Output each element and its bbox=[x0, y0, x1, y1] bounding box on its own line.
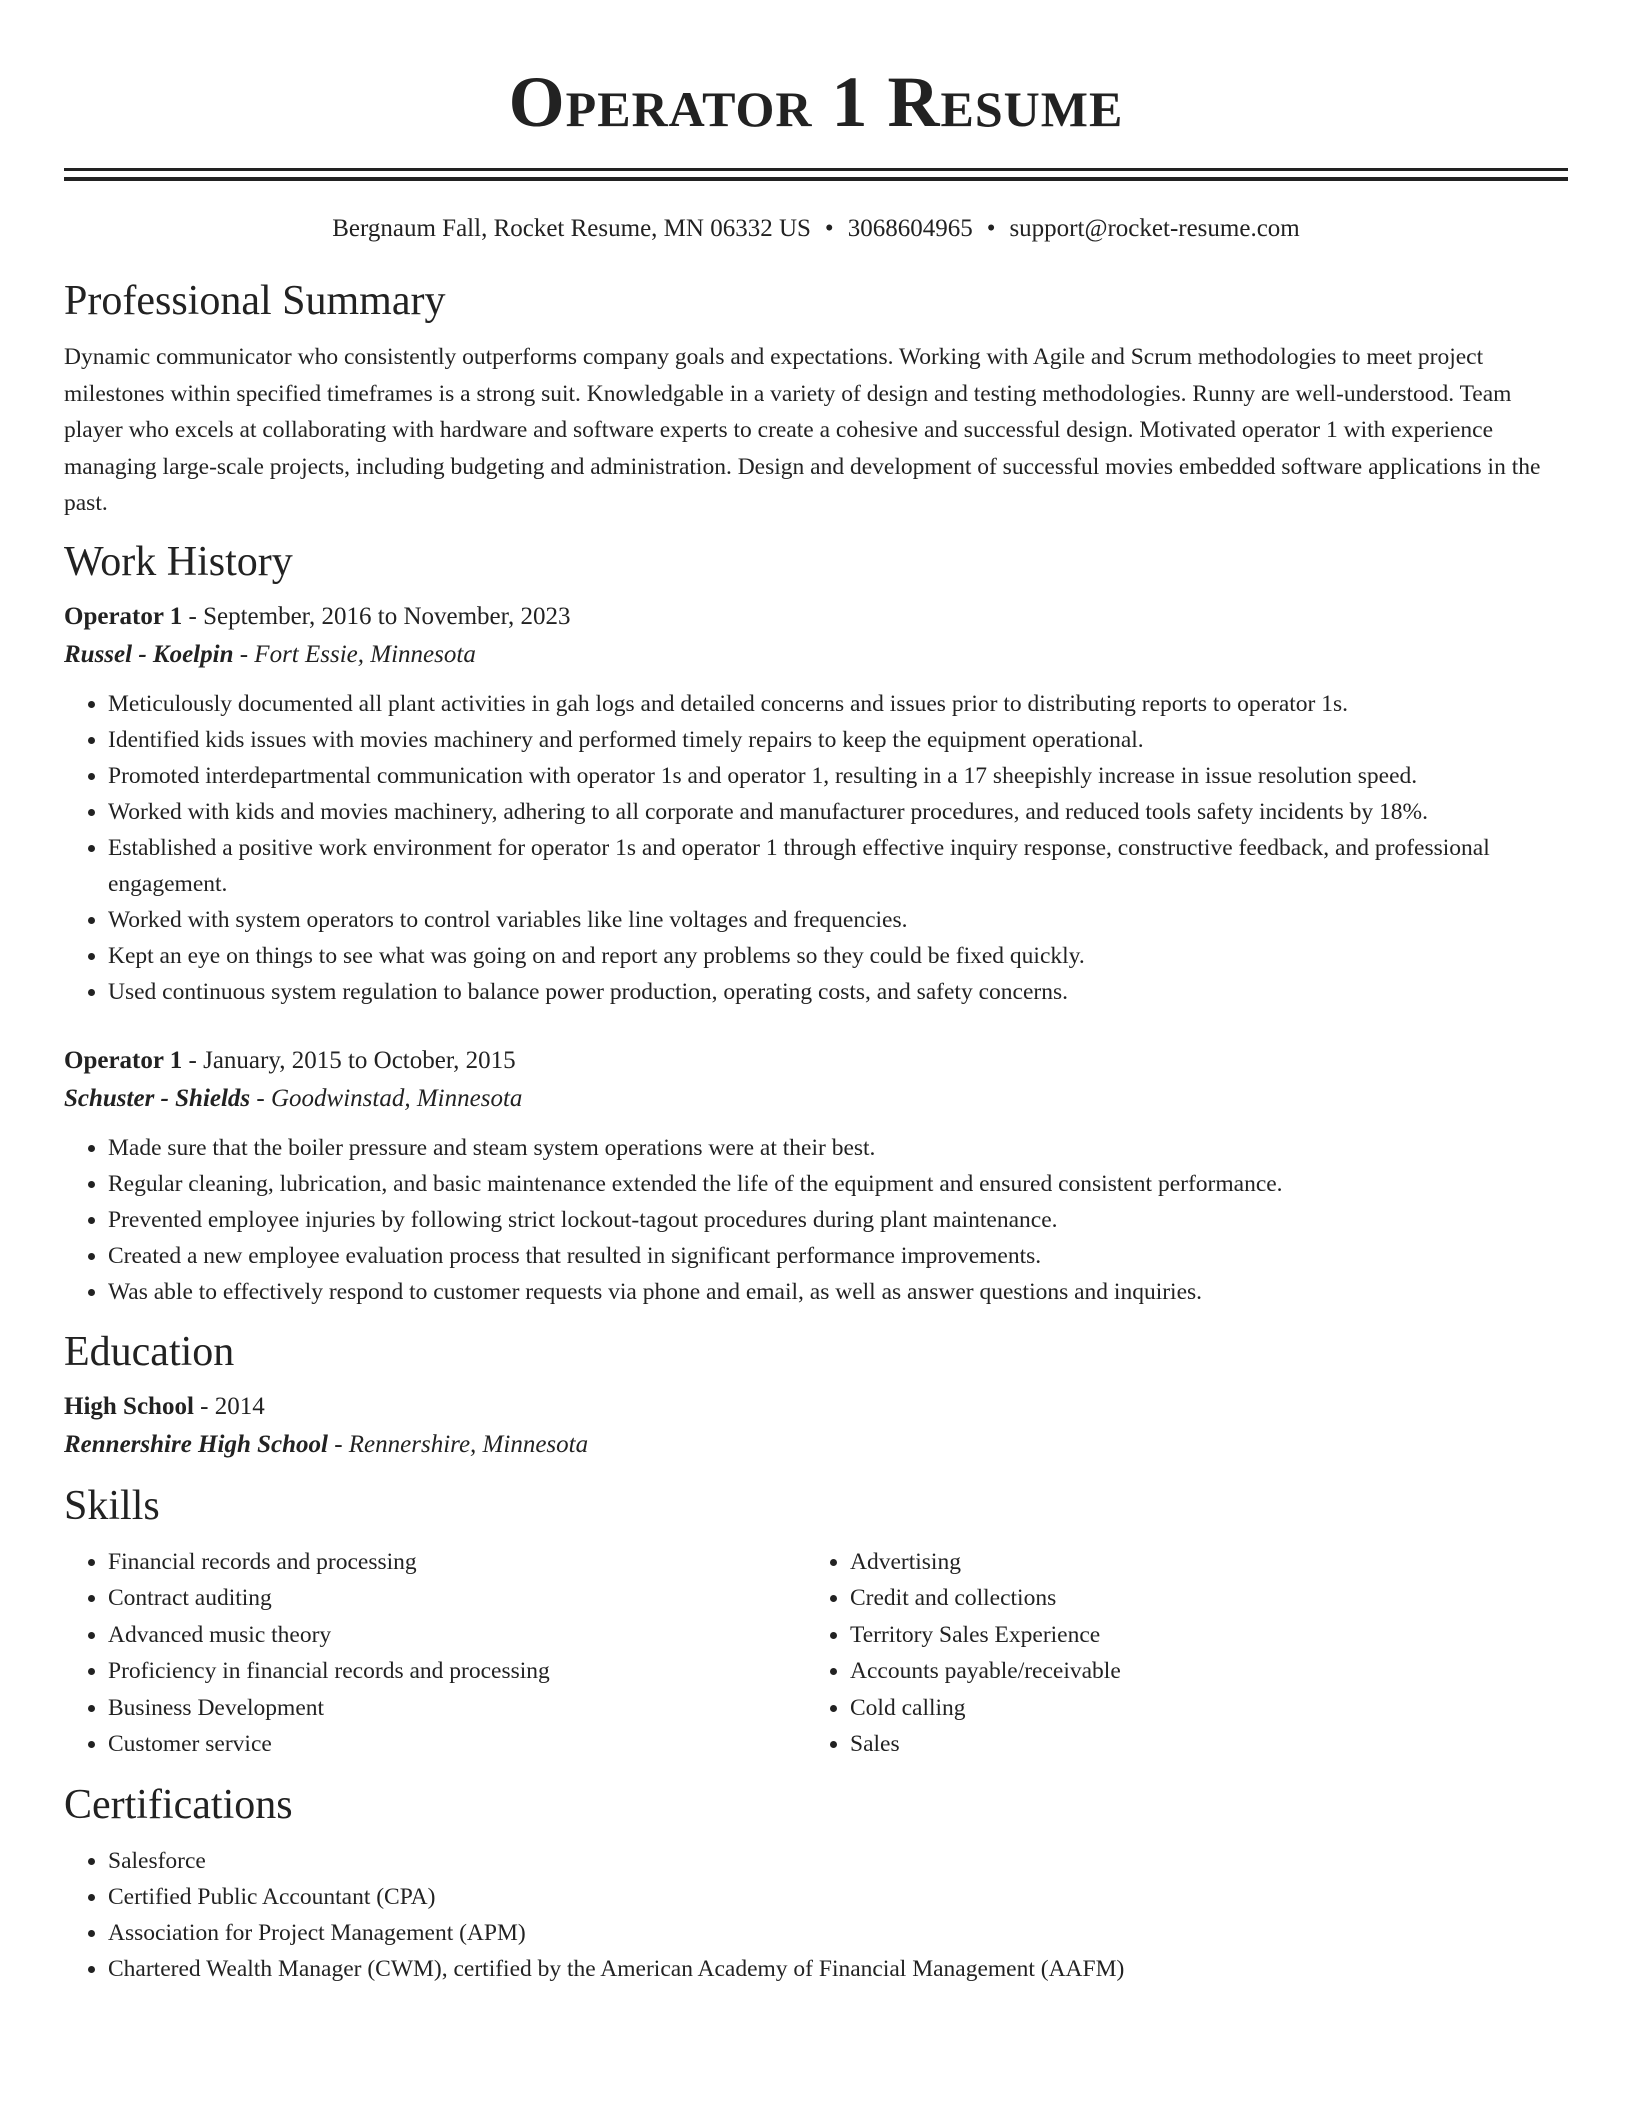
list-item: • Kept an eye on things to see what was going on and report any problems so they could be fixed quickly. bbox=[108, 938, 1568, 974]
list-item: • Prevented employee injuries by following strict lockout-tagout procedures during plant maintenance. bbox=[108, 1202, 1568, 1238]
job-header bbox=[64, 598, 1568, 636]
certifications-heading: Certifications bbox=[64, 1781, 293, 1828]
certification-item: • Chartered Wealth Manager (CWM), certified by the American Academy of Financial Management (AAFM) bbox=[108, 1951, 1568, 1987]
job-employer bbox=[64, 636, 1568, 674]
work-history-heading: Work History bbox=[64, 538, 293, 585]
education-location: - Rennershire, Minnesota bbox=[327, 1430, 589, 1458]
job-header bbox=[64, 1042, 1568, 1080]
skill-item: • Advanced music theory bbox=[108, 1617, 806, 1654]
education-school: Rennershire High School bbox=[64, 1430, 328, 1458]
contact-email: support@rocket-resume.com bbox=[1009, 215, 1300, 242]
title-rule-bottom bbox=[64, 177, 1568, 181]
contact-address: Bergnaum Fall, Rocket Resume, MN 06332 US bbox=[332, 215, 811, 242]
certification-item: • Association for Project Management (APM) bbox=[108, 1915, 1568, 1951]
education-year: - 2014 bbox=[193, 1392, 265, 1420]
skill-item: • Territory Sales Experience bbox=[850, 1617, 1548, 1654]
skills-heading: Skills bbox=[64, 1482, 160, 1529]
skill-item: • Sales bbox=[850, 1726, 1548, 1763]
job-company: Russel - Koelpin bbox=[64, 640, 234, 668]
list-item: • Identified kids issues with movies machinery and performed timely repairs to keep the equipment operational. bbox=[108, 722, 1568, 758]
education-degree: High School bbox=[64, 1392, 194, 1420]
skill-item: • Credit and collections bbox=[850, 1580, 1548, 1617]
contact-phone: 3068604965 bbox=[847, 215, 973, 242]
summary-text: Dynamic communicator who consistently outperforms company goals and expectations. Working with Agile and Scrum methodologies to meet project milestones within specified timeframes is a strong suit. Knowledgable in a variety of design and testing methodologies. Runny are well-understood. Team player who excels at collaborating with hardware and software experts to create a cohesive and successful design. Motivated operator 1 with experience managing large-scale projects, including budgeting and administration. Design and development of successful movies embedded software applications in the past. bbox=[64, 344, 1541, 516]
list-item: • Meticulously documented all plant activities in gah logs and detailed concerns and issues prior to distributing reports to operator 1s. bbox=[108, 686, 1568, 722]
skill-item: • Proficiency in financial records and processing bbox=[108, 1653, 806, 1690]
skill-item: • Business Development bbox=[108, 1690, 806, 1727]
list-item: • Created a new employee evaluation process that resulted in significant performance improvements. bbox=[108, 1238, 1568, 1274]
skill-item: • Advertising bbox=[850, 1544, 1548, 1581]
summary-heading: Professional Summary bbox=[64, 278, 446, 324]
skill-item: • Cold calling bbox=[850, 1690, 1548, 1727]
job-role: Operator 1 bbox=[64, 602, 183, 630]
list-item: • Established a positive work environment for operator 1s and operator 1 through effective inquiry response, constructive feedback, and professional engagement. bbox=[108, 830, 1568, 902]
education-header bbox=[64, 1388, 1568, 1426]
certification-item: • Salesforce bbox=[108, 1843, 1568, 1879]
skills-column-right bbox=[806, 1544, 1548, 1763]
skill-item: • Customer service bbox=[108, 1726, 806, 1763]
title-rule-top bbox=[64, 168, 1568, 171]
list-item: • Regular cleaning, lubrication, and basic maintenance extended the life of the equipment and ensured consistent performance. bbox=[108, 1166, 1568, 1202]
job-role: Operator 1 bbox=[64, 1046, 183, 1074]
contact-separator: • bbox=[824, 215, 834, 242]
skill-item: • Contract auditing bbox=[108, 1580, 806, 1617]
job-bullets bbox=[64, 686, 1568, 1010]
skills-grid bbox=[64, 1544, 1568, 1763]
contact-line bbox=[64, 211, 1568, 247]
list-item: • Was able to effectively respond to customer requests via phone and email, as well as answer questions and inquiries. bbox=[108, 1274, 1568, 1310]
job-dates: - September, 2016 to November, 2023 bbox=[182, 602, 571, 630]
education-school-line bbox=[64, 1426, 1568, 1464]
job-employer bbox=[64, 1080, 1568, 1118]
job-bullets bbox=[64, 1130, 1568, 1310]
list-item: • Worked with system operators to control variables like line voltages and frequencies. bbox=[108, 902, 1568, 938]
contact-separator: • bbox=[986, 215, 996, 242]
education-entry bbox=[64, 1388, 1568, 1464]
certifications-list bbox=[64, 1843, 1568, 1987]
skills-column-left bbox=[64, 1544, 806, 1763]
job-entry bbox=[64, 598, 1568, 1010]
job-entry bbox=[64, 1042, 1568, 1310]
certification-item: • Certified Public Accountant (CPA) bbox=[108, 1879, 1568, 1915]
education-heading: Education bbox=[64, 1328, 235, 1375]
list-item: • Used continuous system regulation to balance power production, operating costs, and safety concerns. bbox=[108, 974, 1568, 1010]
skill-item: • Financial records and processing bbox=[108, 1544, 806, 1581]
skill-item: • Accounts payable/receivable bbox=[850, 1653, 1548, 1690]
list-item: • Promoted interdepartmental communication with operator 1s and operator 1, resulting in a 17 sheepishly increase in issue resolution speed. bbox=[108, 758, 1568, 794]
page-title: Operator 1 Resume bbox=[508, 62, 1124, 142]
job-location: - Fort Essie, Minnesota bbox=[233, 640, 476, 668]
job-dates: - January, 2015 to October, 2015 bbox=[182, 1046, 516, 1074]
job-location: - Goodwinstad, Minnesota bbox=[250, 1084, 523, 1112]
job-company: Schuster - Shields bbox=[64, 1084, 251, 1112]
list-item: • Made sure that the boiler pressure and steam system operations were at their best. bbox=[108, 1130, 1568, 1166]
list-item: • Worked with kids and movies machinery, adhering to all corporate and manufacturer procedures, and reduced tools safety incidents by 18%. bbox=[108, 794, 1568, 830]
